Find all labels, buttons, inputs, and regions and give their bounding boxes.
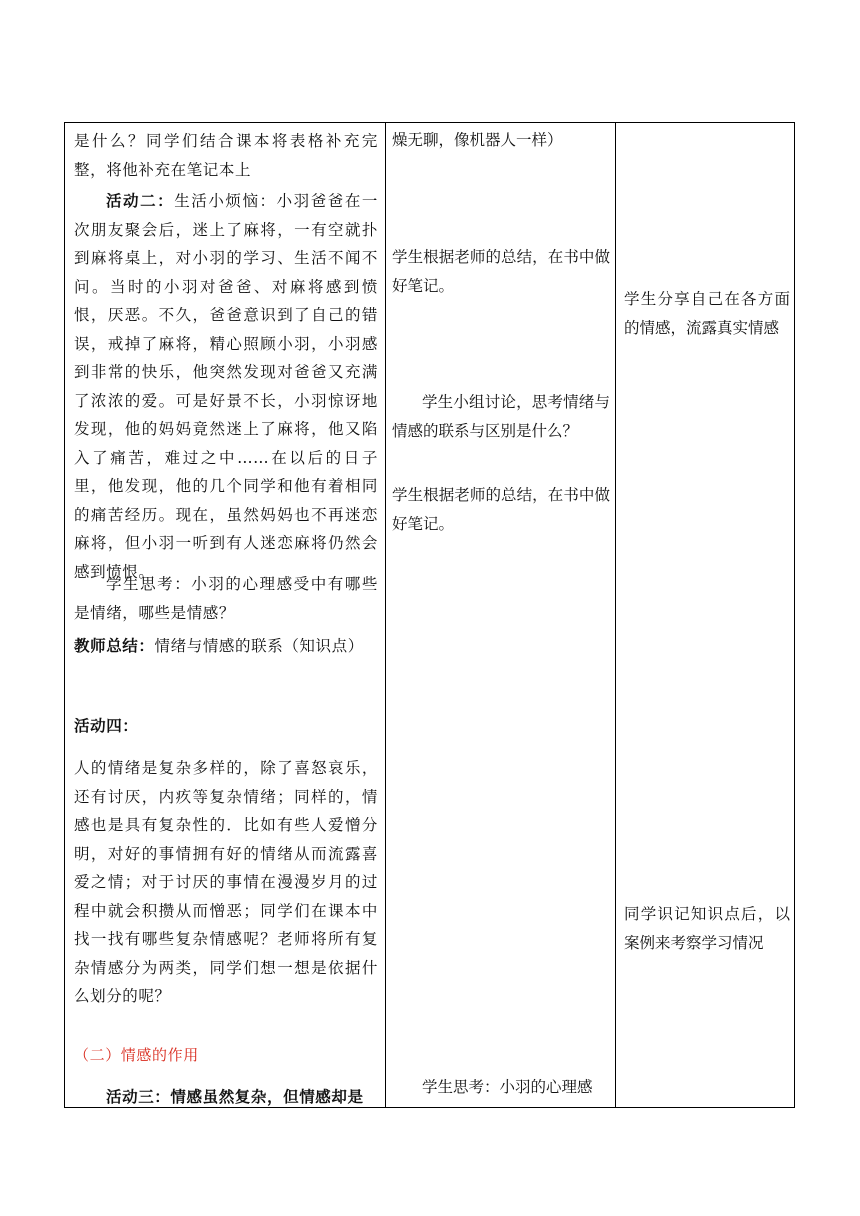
activity4-text: 人的情绪是复杂多样的，除了喜怒哀乐，还有讨厌，内疚等复杂情绪；同样的，情感也是具有复杂性的．比如有些人爱憎分明，对好的事情拥有好的情绪从而流露喜爱之情；对于讨厌的事情在漫漫岁月的过程中就会积攒从而憎恶；同学们在课本中找一找有哪些复杂情感呢？老师将所有复杂情感分为两类，同学们想一想是依据什么划分的呢？ <box>74 759 378 1005</box>
teacher-activity-column <box>65 123 385 1107</box>
teacher-summary-text: 情绪与情感的联系（知识点） <box>154 637 364 655</box>
col2-discussion: 学生小组讨论，思考情绪与情感的联系与区别是什么？ <box>392 393 610 440</box>
lesson-plan-table <box>64 122 795 1108</box>
student-activity-column <box>386 123 615 1107</box>
activity2-text: 生活小烦恼：小羽爸爸在一次朋友聚会后，迷上了麻将，一有空就扑到麻将桌上，对小羽的学习、生活不闻不问。当时的小羽对爸爸、对麻将感到愤恨，厌恶。不久，爸爸意识到了自己的错误，戒掉了麻将，精心照顾小羽，小羽感到非常的快乐，他突然发现对爸爸又充满了浓浓的爱。可是好景不长，小羽惊讶地发现，他的妈妈竟然迷上了麻将，他又陷入了痛苦，难过之中……在以后的日子里，他发现，他的几个同学和他有着相同的痛苦经历。现在，虽然妈妈也不再迷恋麻将，但小羽一听到有人迷恋麻将仍然会感到愤恨。 <box>74 192 379 581</box>
activity2-title: 活动二： <box>106 191 175 210</box>
activity3-text: 活动三：情感虽然复杂，但情感却是 <box>106 1087 364 1106</box>
activity4-title: 活动四： <box>74 716 139 735</box>
col2-notes2: 学生根据老师的总结，在书中做好笔记。 <box>392 486 610 533</box>
col2-notes1: 学生根据老师的总结，在书中做好笔记。 <box>392 248 610 295</box>
section2-heading: （二）情感的作用 <box>74 1046 199 1064</box>
design-intent-column <box>616 123 794 1107</box>
col2-line1: 燥无聊，像机器人一样） <box>392 131 563 149</box>
teacher-summary-label: 教师总结： <box>74 636 155 655</box>
col3-assess: 同学识记知识点后，以案例来考察学习情况 <box>624 905 790 952</box>
student-think-text: 学生思考：小羽的心理感受中有哪些是情绪，哪些是情感？ <box>74 575 378 622</box>
intro-text: 是什么？同学们结合课本将表格补充完整，将他补充在笔记本上 <box>74 132 378 179</box>
col2-think: 学生思考：小羽的心理感 <box>422 1078 593 1096</box>
activity2-paragraph <box>74 187 378 586</box>
col3-share: 学生分享自己在各方面的情感，流露真实情感 <box>624 290 790 337</box>
teacher-summary <box>74 632 378 661</box>
